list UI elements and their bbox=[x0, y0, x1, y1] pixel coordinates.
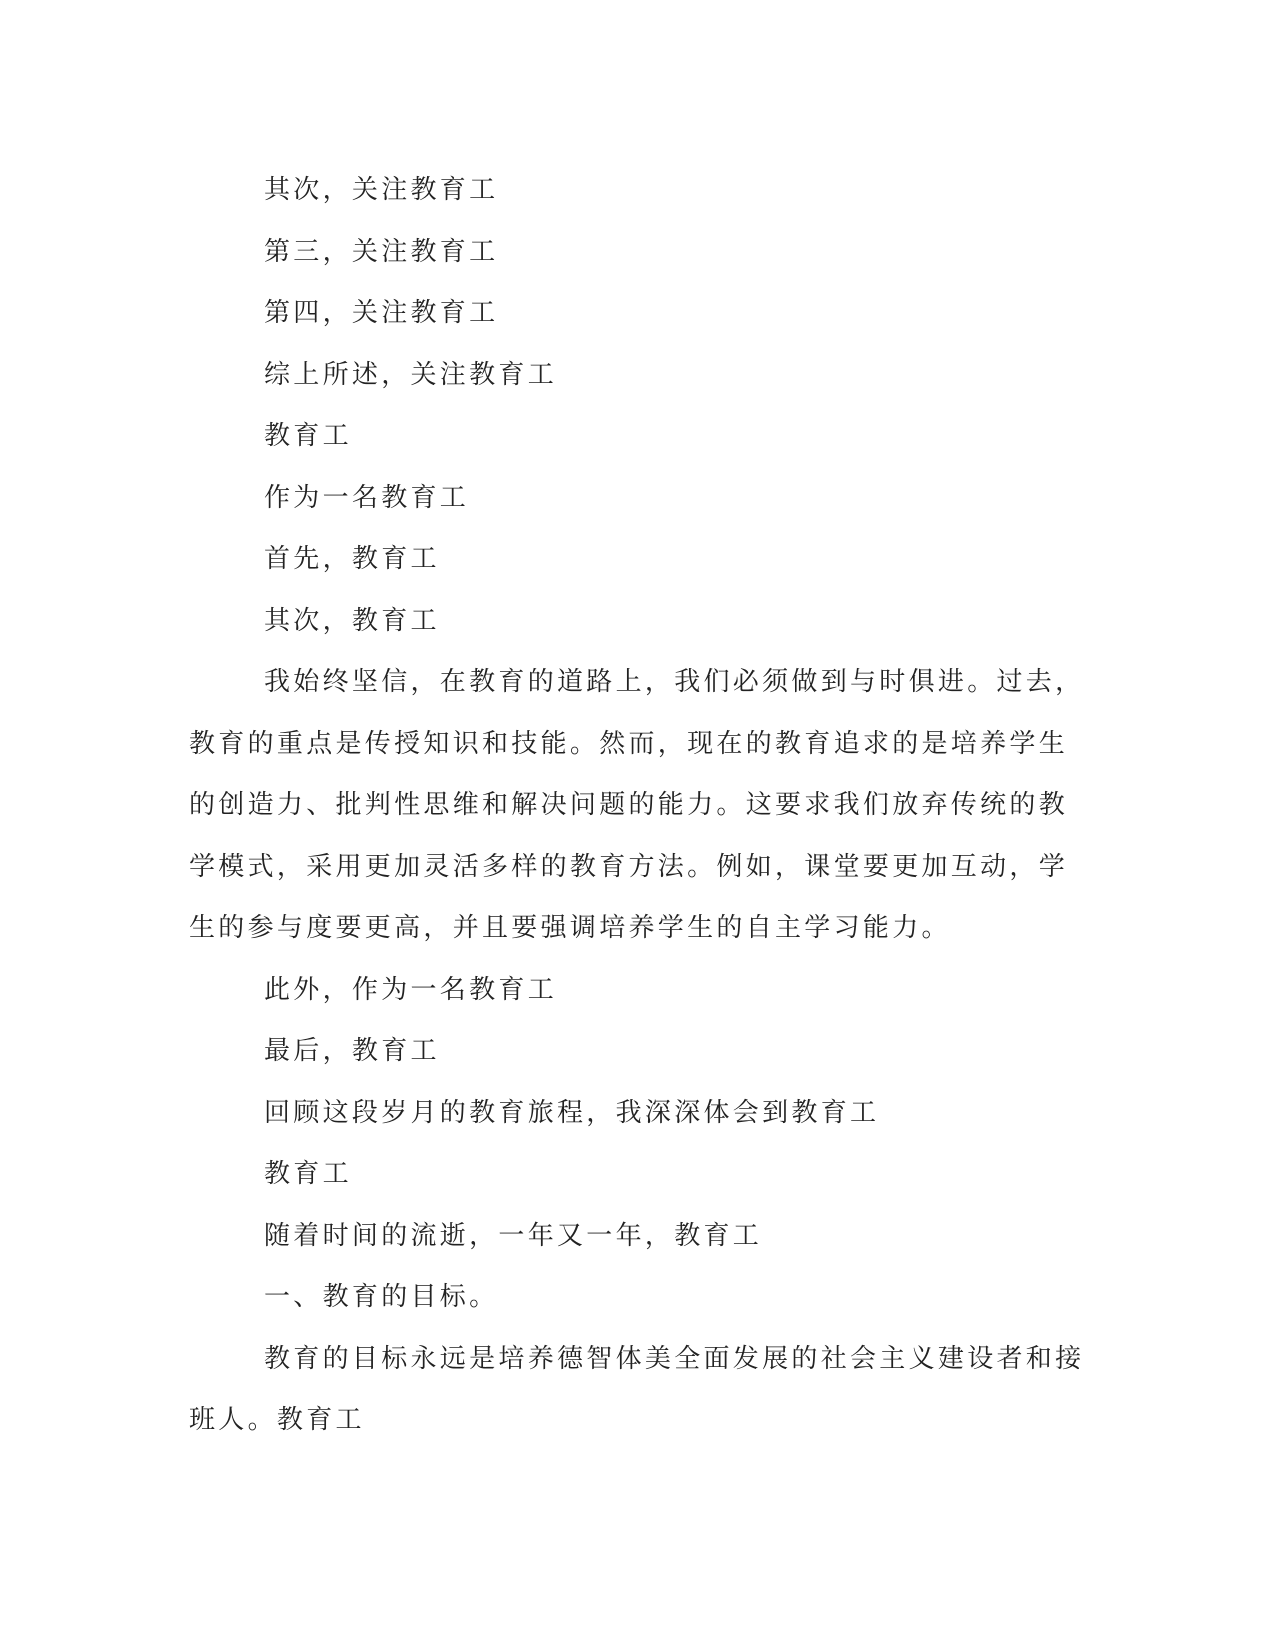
paragraph: 第四，关注教育工 bbox=[264, 298, 499, 328]
document-body bbox=[189, 160, 1089, 1452]
paragraph: 第三，关注教育工 bbox=[264, 236, 499, 267]
paragraph: 其次，关注教育工 bbox=[264, 175, 499, 205]
paragraph: 最后，教育工 bbox=[264, 1036, 440, 1066]
paragraph: 随着时间的流逝，一年又一年，教育工 bbox=[264, 1220, 763, 1251]
paragraph: 其次，教育工 bbox=[264, 605, 440, 636]
paragraph: 教育工 bbox=[264, 1159, 352, 1189]
paragraph: 回顾这段岁月的教育旅程，我深深体会到教育工 bbox=[264, 1097, 880, 1128]
paragraph: 一、教育的目标。 bbox=[264, 1282, 499, 1312]
paragraph: 我始终坚信，在教育的道路上，我们必须做到与时俱进。过去，教育的重点是传授知识和技能。然而，现在的教育追求的是培养学生的创造力、批判性思维和解决问题的能力。这要求我们放弃传统的教学模式，采用更加灵活多样的教育方法。例如，课堂要更加互动，学生的参与度要更高，并且要强调培养学生的自主学习能力。 bbox=[189, 667, 1085, 943]
paragraph: 首先，教育工 bbox=[264, 544, 440, 574]
paragraph: 综上所述，关注教育工 bbox=[264, 359, 558, 390]
paragraph: 此外，作为一名教育工 bbox=[264, 974, 558, 1005]
paragraph: 教育的目标永远是培养德智体美全面发展的社会主义建设者和接班人。教育工 bbox=[189, 1343, 1085, 1435]
paragraph: 作为一名教育工 bbox=[264, 482, 470, 513]
paragraph: 教育工 bbox=[264, 421, 352, 451]
